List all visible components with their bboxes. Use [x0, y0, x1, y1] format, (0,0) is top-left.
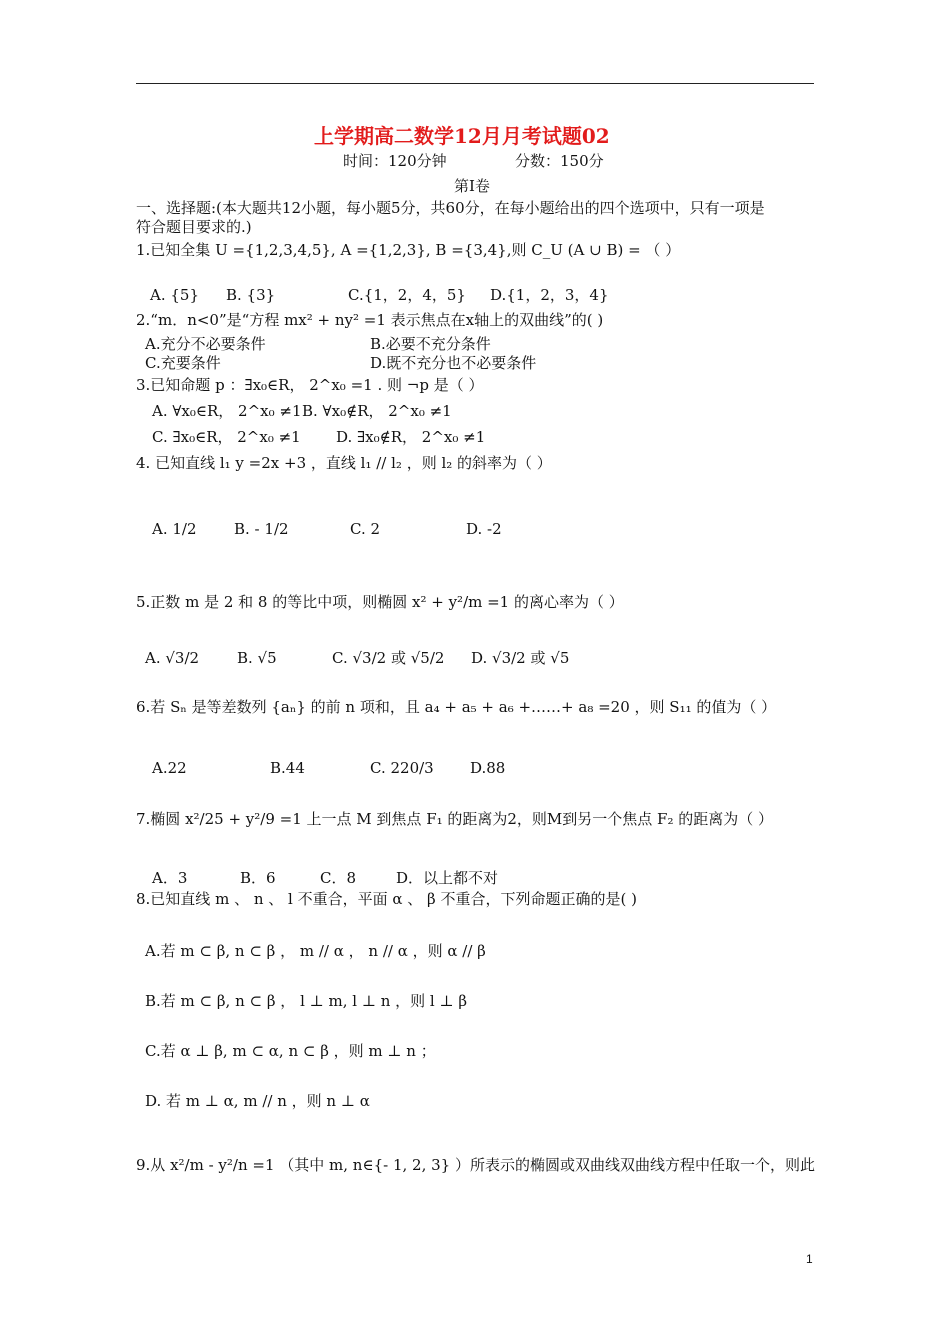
question-5-option-d: D. √3/2 或 √5 [471, 649, 570, 667]
exam-time: 时间：120分钟 [343, 152, 447, 170]
volume-label: 第Ⅰ卷 [454, 177, 490, 195]
question-9-stem: 9.从 x²/m - y²/n =1 （其中 m, n∈{- 1, 2, 3} ）所表示的椭圆或双曲线双曲线方程中任取一个，则此 [136, 1156, 815, 1174]
page-title: 上学期高二数学12月月考试题02 [314, 124, 610, 148]
question-3-option-d: D. ∃x₀∉R， 2^x₀ ≠1 [336, 428, 486, 446]
question-1-option-b: B. {3} [226, 286, 276, 304]
question-4-option-d: D. -2 [466, 520, 502, 538]
section-instructions-line2: 符合题目要求的.) [136, 218, 252, 236]
question-6-option-b: B.44 [270, 759, 305, 777]
question-3-option-b: B. ∀x₀∉R， 2^x₀ ≠1 [302, 402, 452, 420]
question-4-option-b: B. - 1/2 [234, 520, 289, 538]
question-4-option-c: C. 2 [350, 520, 381, 538]
question-1-option-d: D.{1，2，3，4} [490, 286, 609, 304]
question-2-stem: 2.“m．n<0”是“方程 mx² + ny² =1 表示焦点在x轴上的双曲线”的( ) [136, 311, 604, 329]
question-5-option-a: A. √3/2 [145, 649, 200, 667]
top-rule [136, 83, 814, 84]
question-3-option-c: C. ∃x₀∈R， 2^x₀ ≠1 [152, 428, 301, 446]
question-3-option-a: A. ∀x₀∈R， 2^x₀ ≠1 [152, 402, 302, 420]
section-instructions-line1: 一、选择题:(本大题共12小题，每小题5分，共60分，在每小题给出的四个选项中，只有一项是 [136, 199, 765, 217]
question-4-stem: 4. 已知直线 l₁ y =2x +3 ，直线 l₁ // l₂ ，则 l₂ 的斜率为（ ） [136, 454, 552, 472]
exam-score: 分数：150分 [515, 152, 604, 170]
question-4-option-a: A. 1/2 [152, 520, 197, 538]
question-8-option-c: C.若 α ⊥ β, m ⊂ α, n ⊂ β ，则 m ⊥ n ； [145, 1042, 436, 1060]
question-7-option-c: C．8 [320, 869, 357, 887]
question-2-option-a: A.充分不必要条件 [145, 335, 266, 353]
question-3-stem: 3.已知命题 p ：∃x₀∈R， 2^x₀ =1 . 则 ¬p 是（ ） [136, 376, 484, 394]
question-8-stem: 8.已知直线 m 、 n 、 l 不重合，平面 α 、 β 不重合，下列命题正确的是( ) [136, 890, 637, 908]
question-7-option-a: A．3 [152, 869, 188, 887]
question-7-option-d: D．以上都不对 [396, 869, 499, 887]
question-5-option-b: B. √5 [237, 649, 277, 667]
question-5-option-c: C. √3/2 或 √5/2 [332, 649, 445, 667]
question-2-option-c: C.充要条件 [145, 354, 221, 372]
question-8-option-a: A.若 m ⊂ β, n ⊂ β ， m // α ， n // α ，则 α // β [145, 942, 486, 960]
question-7-option-b: B．6 [240, 869, 276, 887]
question-2-option-b: B.必要不充分条件 [370, 335, 491, 353]
question-1-option-c: C.{1，2，4，5} [348, 286, 466, 304]
question-1-option-a: A. {5} [150, 286, 199, 304]
question-6-option-d: D.88 [470, 759, 506, 777]
question-7-stem: 7.椭圆 x²/25 + y²/9 =1 上一点 M 到焦点 F₁ 的距离为2，则M到另一个焦点 F₂ 的距离为（ ） [136, 810, 774, 828]
question-2-option-d: D.既不充分也不必要条件 [370, 354, 537, 372]
question-8-option-b: B.若 m ⊂ β, n ⊂ β ， l ⊥ m, l ⊥ n ，则 l ⊥ β [145, 992, 468, 1010]
question-6-option-a: A.22 [152, 759, 187, 777]
question-1-stem: 1.已知全集 U ={1,2,3,4,5}, A ={1,2,3}, B ={3,4},则 C_U (A ∪ B) = （ ） [136, 241, 681, 259]
question-6-stem: 6.若 Sₙ 是等差数列 {aₙ} 的前 n 项和，且 a₄ + a₅ + a₆ +……+ a₈ =20 ，则 S₁₁ 的值为（ ） [136, 698, 777, 716]
question-6-option-c: C. 220/3 [370, 759, 434, 777]
question-5-stem: 5.正数 m 是 2 和 8 的等比中项，则椭圆 x² + y²/m =1 的离心率为（ ） [136, 593, 624, 611]
question-8-option-d: D. 若 m ⊥ α, m // n ，则 n ⊥ α [145, 1092, 370, 1110]
page-number: 1 [806, 1252, 813, 1266]
